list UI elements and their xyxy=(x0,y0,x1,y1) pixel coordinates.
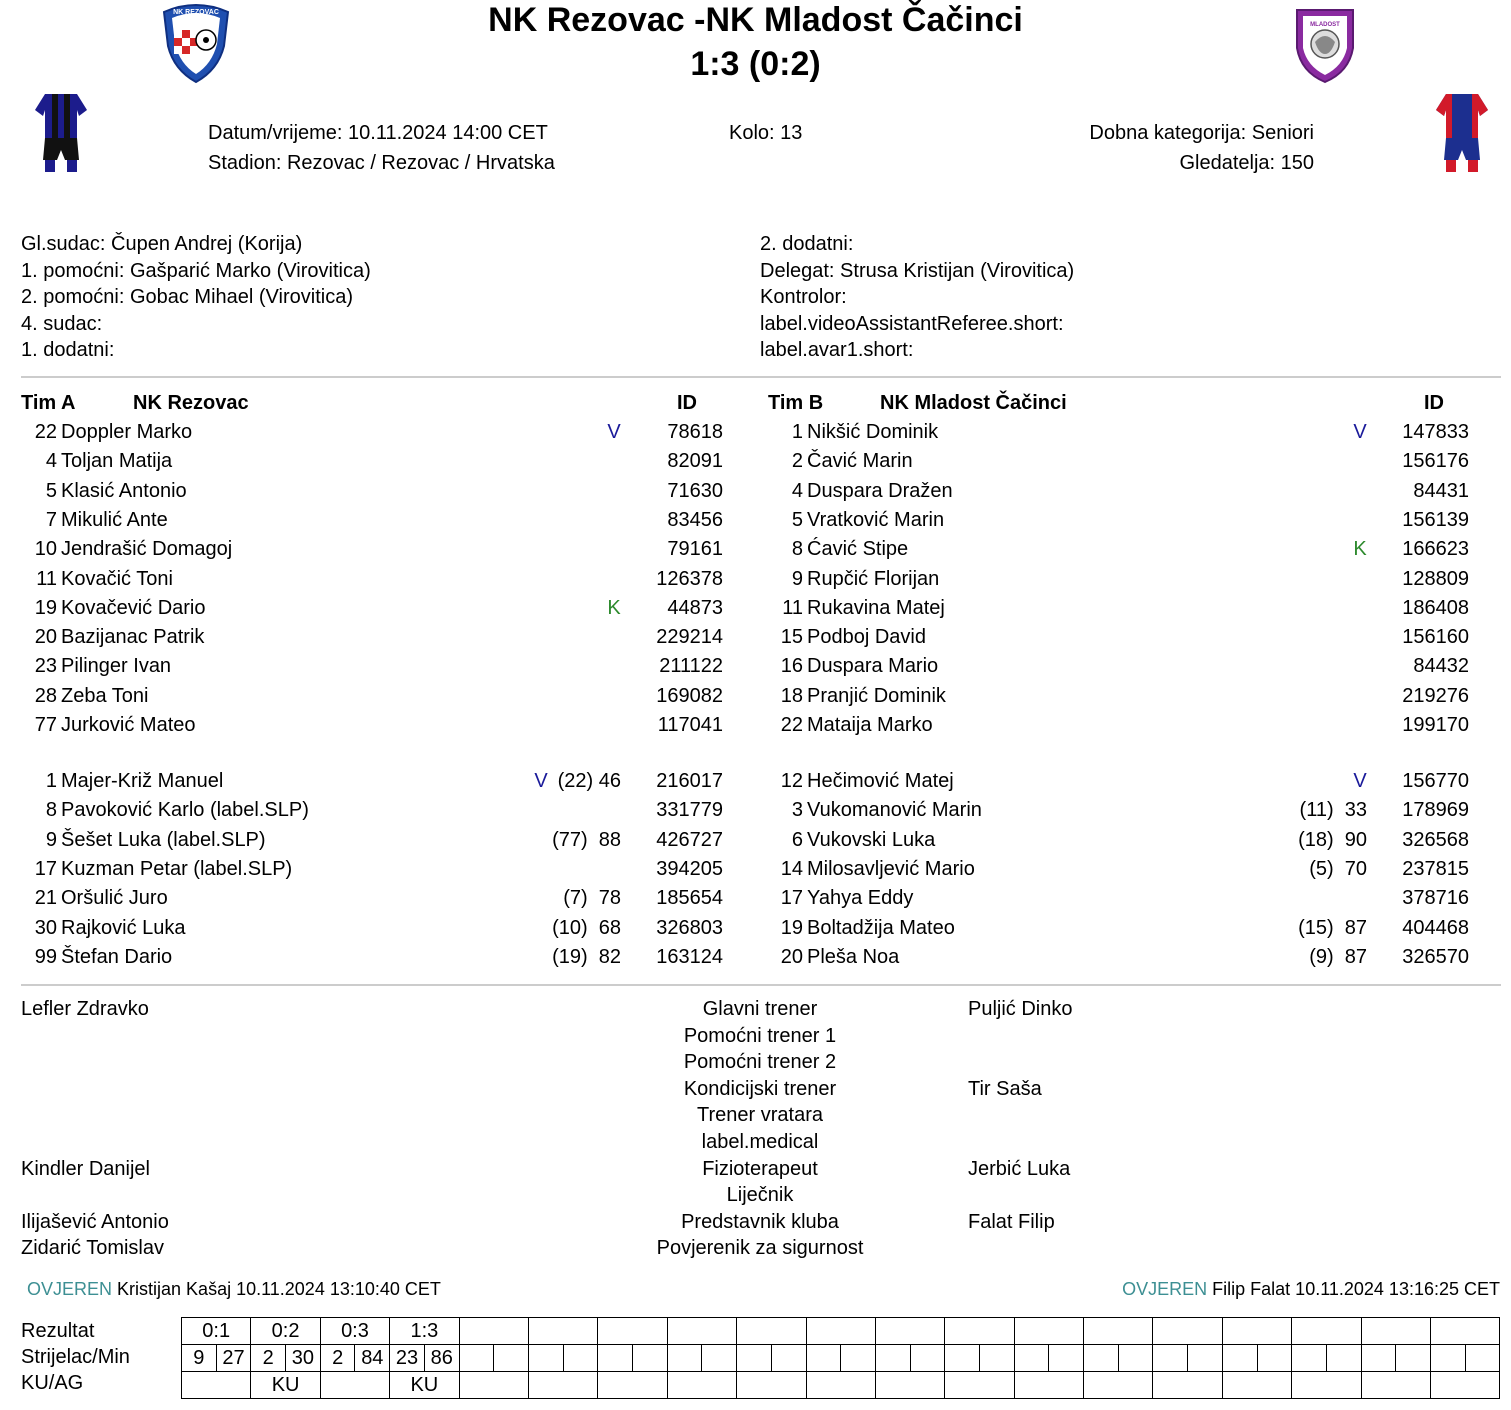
verified-status: OVJEREN xyxy=(1122,1279,1208,1299)
player-id: 117041 xyxy=(657,714,723,736)
player-name: Klasić Antonio xyxy=(61,479,187,502)
player-id: 394205 xyxy=(656,857,723,880)
player-name: Vratković Marin xyxy=(807,508,945,531)
official-controller: Kontrolor: xyxy=(760,286,847,308)
substitute-row xyxy=(21,946,741,975)
player-row xyxy=(21,480,741,509)
player-number: 4 xyxy=(791,479,803,502)
staff-away-name: Puljić Dinko xyxy=(968,998,1073,1020)
player-row xyxy=(21,538,741,567)
player-name: Zeba Toni xyxy=(61,684,149,707)
player-name: Mikulić Ante xyxy=(61,508,168,531)
officials-left xyxy=(21,231,371,364)
player-name: Yahya Eddy xyxy=(807,887,914,910)
staff-role: label.medical xyxy=(701,1131,819,1153)
player-id: 128809 xyxy=(1402,567,1469,590)
scoring-grid xyxy=(181,1317,1500,1399)
player-name: Duspara Mario xyxy=(807,655,939,678)
player-number: 4 xyxy=(45,450,57,473)
player-number: 19 xyxy=(780,916,803,939)
goal-score-cell xyxy=(1361,1318,1430,1345)
player-number: 23 xyxy=(34,655,57,678)
player-id: 79161 xyxy=(667,538,723,561)
substitution-info: (5) 70 xyxy=(1309,857,1367,880)
goal-score-cell xyxy=(667,1318,736,1345)
player-number: 7 xyxy=(45,508,57,531)
verified-detail: Kristijan Kašaj 10.11.2024 13:10:40 CET xyxy=(112,1279,441,1299)
player-role-mark: V xyxy=(1353,421,1367,443)
goal-minute-cell: 86 xyxy=(424,1345,459,1372)
player-number: 6 xyxy=(791,828,803,851)
player-name: Pleša Noa xyxy=(807,945,900,968)
staff-away-name: Jerbić Luka xyxy=(968,1157,1071,1180)
goal-type-cell xyxy=(1431,1372,1500,1399)
substitute-row xyxy=(21,917,741,946)
goal-scorer-cell xyxy=(737,1345,772,1372)
goal-score-cell xyxy=(1014,1318,1083,1345)
player-id: 156770 xyxy=(1402,770,1469,792)
staff-home-name: Kindler Danijel xyxy=(21,1157,150,1180)
player-number: 19 xyxy=(34,596,57,619)
player-row xyxy=(767,714,1487,743)
goal-type-cell xyxy=(945,1372,1014,1399)
player-id: 71630 xyxy=(667,479,723,502)
player-name: Mataija Marko xyxy=(807,714,933,736)
player-number: 99 xyxy=(34,945,57,968)
officials-right xyxy=(760,231,1074,364)
official-additional-2: 2. dodatni: xyxy=(760,233,854,255)
player-id: 126378 xyxy=(656,567,723,590)
player-row xyxy=(767,421,1487,450)
goal-minute-cell xyxy=(494,1345,529,1372)
player-name: Jendrašić Domagoj xyxy=(61,538,233,561)
player-number: 15 xyxy=(780,626,803,649)
match-stadium: Stadion: Rezovac / Rezovac / Hrvatska xyxy=(208,152,555,174)
player-number: 28 xyxy=(34,684,57,707)
substitute-row xyxy=(767,858,1487,887)
player-row xyxy=(767,568,1487,597)
substitution-info: (10) 68 xyxy=(552,916,621,939)
goal-score-cell xyxy=(1431,1318,1500,1345)
official-delegate: Delegat: Strusa Kristijan (Virovitica) xyxy=(760,259,1075,282)
player-id: 404468 xyxy=(1402,916,1469,939)
player-number: 77 xyxy=(34,714,57,736)
player-id: 186408 xyxy=(1402,596,1469,619)
goal-scorer-cell xyxy=(945,1345,980,1372)
substitution-info: (18) 90 xyxy=(1298,828,1367,851)
goal-scorer-cell xyxy=(1084,1345,1119,1372)
substitute-row xyxy=(21,829,741,858)
goal-scorer-cell xyxy=(1014,1345,1049,1372)
player-role-mark: K xyxy=(1353,538,1367,561)
home-kit-icon xyxy=(35,94,87,180)
verified-status: OVJEREN xyxy=(27,1279,113,1299)
player-number: 5 xyxy=(45,479,57,502)
official-assistant-1: 1. pomoćni: Gašparić Marko (Virovitica) xyxy=(21,259,371,282)
substitute-row xyxy=(767,799,1487,828)
player-name: Rajković Luka xyxy=(61,916,186,939)
player-name: Pranjić Dominik xyxy=(807,684,946,707)
goal-score-cell xyxy=(1222,1318,1291,1345)
player-number: 22 xyxy=(34,421,57,443)
goal-score-cell xyxy=(598,1318,667,1345)
substitute-row xyxy=(767,917,1487,946)
goal-type-cell: KU xyxy=(251,1372,320,1399)
goal-score-cell xyxy=(1292,1318,1361,1345)
age-category: Dobna kategorija: Seniori xyxy=(1089,122,1314,144)
substitution-info: (15) 87 xyxy=(1298,916,1367,939)
player-name: Jurković Mateo xyxy=(61,714,196,736)
svg-text:NK REZOVAC: NK REZOVAC xyxy=(173,9,219,16)
goal-minute-cell xyxy=(1257,1345,1292,1372)
player-number: 11 xyxy=(782,596,803,619)
player-name: Milosavljević Mario xyxy=(807,857,975,880)
scoring-label-result: Rezultat xyxy=(21,1320,95,1342)
staff-role: Liječnik xyxy=(726,1184,794,1207)
goal-scorer-cell: 2 xyxy=(320,1345,355,1372)
goal-minute-cell: 30 xyxy=(286,1345,321,1372)
divider xyxy=(21,376,1501,378)
player-id: 237815 xyxy=(1402,857,1469,880)
player-row xyxy=(767,538,1487,567)
player-number: 3 xyxy=(791,799,803,822)
player-number: 18 xyxy=(780,684,803,707)
goal-scorer-cell xyxy=(1153,1345,1188,1372)
goal-score-cell: 0:2 xyxy=(251,1318,320,1345)
staff-home-name: Zidarić Tomislav xyxy=(21,1237,164,1260)
goal-minute-cell xyxy=(1188,1345,1223,1372)
goal-scorer-cell xyxy=(1431,1345,1466,1372)
staff-home-name: Ilijašević Antonio xyxy=(21,1210,169,1233)
player-number: 11 xyxy=(36,567,57,590)
player-name: Majer-Križ Manuel xyxy=(61,770,224,792)
goal-scorer-cell: 23 xyxy=(390,1345,425,1372)
player-id: 229214 xyxy=(656,626,723,649)
official-assistant-2: 2. pomoćni: Gobac Mihael (Virovitica) xyxy=(21,286,353,308)
goal-type-cell xyxy=(1222,1372,1291,1399)
staff-home-name: Lefler Zdravko xyxy=(21,998,149,1020)
player-row xyxy=(21,626,741,655)
player-name: Čavić Marin xyxy=(807,450,913,473)
away-team-title: NK Mladost Čačinci xyxy=(705,1,1023,39)
player-name: Kovačić Toni xyxy=(61,567,173,590)
player-id: 44873 xyxy=(667,596,723,619)
team-a-label: Tim A xyxy=(21,392,76,414)
match-score: 1:3 (0:2) xyxy=(690,45,821,83)
staff-away-name: Tir Saša xyxy=(968,1077,1042,1100)
player-name: Boltadžija Mateo xyxy=(807,916,955,939)
team-b-name: NK Mladost Čačinci xyxy=(880,392,1067,414)
player-id: 166623 xyxy=(1402,538,1469,561)
player-name: Doppler Marko xyxy=(61,421,193,443)
staff-role: Predstavnik kluba xyxy=(681,1210,839,1233)
player-name: Pavoković Karlo (label.SLP) xyxy=(61,799,309,822)
player-id: 78618 xyxy=(667,421,723,443)
goal-minute-cell xyxy=(771,1345,806,1372)
player-row xyxy=(21,450,741,479)
substitution-info: (22) 46 xyxy=(557,770,621,792)
goal-score-cell: 1:3 xyxy=(390,1318,459,1345)
goal-type-cell xyxy=(667,1372,736,1399)
goal-type-cell xyxy=(598,1372,667,1399)
player-row xyxy=(21,597,741,626)
player-number: 17 xyxy=(34,857,57,880)
player-number: 1 xyxy=(791,421,803,443)
official-avar: label.avar1.short: xyxy=(760,339,914,361)
player-name: Ćavić Stipe xyxy=(807,538,909,561)
verification-away xyxy=(1122,1279,1500,1300)
player-id: 326570 xyxy=(1402,945,1469,968)
goal-type-cell xyxy=(320,1372,389,1399)
substitute-row xyxy=(21,858,741,887)
player-id: 84432 xyxy=(1413,655,1469,678)
player-name: Duspara Dražen xyxy=(807,479,953,502)
staff-role: Glavni trener xyxy=(702,998,818,1020)
goal-score-cell xyxy=(1153,1318,1222,1345)
svg-text:MLADOST: MLADOST xyxy=(1310,22,1340,28)
goal-type-cell xyxy=(459,1372,528,1399)
goal-score-cell xyxy=(806,1318,875,1345)
goal-scorer-cell xyxy=(459,1345,494,1372)
goal-score-cell xyxy=(875,1318,944,1345)
player-row xyxy=(767,626,1487,655)
divider xyxy=(21,984,1501,986)
goal-scorer-cell xyxy=(1222,1345,1257,1372)
match-datetime: Datum/vrijeme: 10.11.2024 14:00 CET xyxy=(208,122,548,144)
player-id: 219276 xyxy=(1402,684,1469,707)
staff-role: Kondicijski trener xyxy=(683,1077,837,1100)
player-row xyxy=(21,714,741,743)
player-name: Hečimović Matej xyxy=(807,770,954,792)
substitute-row xyxy=(21,887,741,916)
goal-type-cell xyxy=(182,1372,251,1399)
goal-type-cell xyxy=(1292,1372,1361,1399)
goal-scorer-cell xyxy=(806,1345,841,1372)
player-number: 22 xyxy=(780,714,803,736)
player-id: 163124 xyxy=(656,945,723,968)
goal-scorer-cell xyxy=(667,1345,702,1372)
player-name: Šešet Luka (label.SLP) xyxy=(61,828,266,851)
player-name: Vukomanović Marin xyxy=(807,799,982,822)
player-id: 185654 xyxy=(656,887,723,910)
player-id: 82091 xyxy=(667,450,723,473)
goal-minute-cell xyxy=(841,1345,876,1372)
substitution-info: (19) 82 xyxy=(552,945,621,968)
player-id: 216017 xyxy=(656,770,723,792)
goal-scorer-cell xyxy=(528,1345,563,1372)
goal-score-cell: 0:1 xyxy=(182,1318,251,1345)
player-name: Vukovski Luka xyxy=(807,828,936,851)
match-title xyxy=(0,1,1511,40)
player-number: 10 xyxy=(34,538,57,561)
goal-minute-cell xyxy=(1049,1345,1084,1372)
substitution-info: (77) 88 xyxy=(552,828,621,851)
goal-score-cell xyxy=(528,1318,597,1345)
player-number: 17 xyxy=(780,887,803,910)
goal-scorer-cell: 2 xyxy=(251,1345,286,1372)
player-role-mark: K xyxy=(607,596,621,619)
player-id: 83456 xyxy=(667,508,723,531)
player-number: 21 xyxy=(34,887,57,910)
player-role-mark: V xyxy=(1353,770,1367,792)
goal-type-cell xyxy=(528,1372,597,1399)
goal-type-cell xyxy=(1361,1372,1430,1399)
team-b-id-header: ID xyxy=(1424,392,1444,414)
player-id: 178969 xyxy=(1402,799,1469,822)
player-number: 8 xyxy=(791,538,803,561)
staff-role: Pomoćni trener 1 xyxy=(683,1024,837,1047)
player-id: 156160 xyxy=(1402,626,1469,649)
goal-minute-cell xyxy=(910,1345,945,1372)
player-name: Bazijanac Patrik xyxy=(61,626,205,649)
substitute-row xyxy=(767,829,1487,858)
player-id: 84431 xyxy=(1413,479,1469,502)
team-a-name: NK Rezovac xyxy=(133,392,249,414)
goal-minute-cell: 27 xyxy=(216,1345,251,1372)
player-id: 147833 xyxy=(1402,421,1469,443)
goal-minute-cell xyxy=(633,1345,668,1372)
player-id: 199170 xyxy=(1402,714,1469,736)
player-row xyxy=(767,509,1487,538)
scoring-label-type: KU/AG xyxy=(21,1372,84,1394)
substitution-info: (9) 87 xyxy=(1309,945,1367,968)
official-fourth: 4. sudac: xyxy=(21,312,103,335)
team-a-id-header: ID xyxy=(677,392,697,414)
staff-role: Pomoćni trener 2 xyxy=(683,1051,837,1074)
player-name: Podboj David xyxy=(807,626,926,649)
player-id: 331779 xyxy=(656,799,723,822)
match-round: Kolo: 13 xyxy=(729,122,803,144)
away-kit-icon xyxy=(1436,94,1488,180)
player-role-mark: V xyxy=(607,421,621,443)
player-id: 169082 xyxy=(656,684,723,707)
player-id: 426727 xyxy=(656,828,723,851)
player-name: Nikšić Dominik xyxy=(807,421,939,443)
player-id: 326568 xyxy=(1402,828,1469,851)
goal-minute-cell xyxy=(563,1345,598,1372)
player-number: 9 xyxy=(45,828,57,851)
goal-type-cell: KU xyxy=(390,1372,459,1399)
player-id: 326803 xyxy=(656,916,723,939)
player-name: Kuzman Petar (label.SLP) xyxy=(61,857,293,880)
player-number: 30 xyxy=(34,916,57,939)
player-number: 20 xyxy=(34,626,57,649)
player-name: Oršulić Juro xyxy=(61,887,168,910)
spectators: Gledatelja: 150 xyxy=(1179,152,1314,174)
goal-minute-cell xyxy=(979,1345,1014,1372)
staff-role: Trener vratara xyxy=(697,1104,823,1127)
player-id: 211122 xyxy=(659,655,723,678)
player-row xyxy=(21,568,741,597)
goal-type-cell xyxy=(1153,1372,1222,1399)
goal-minute-cell xyxy=(1326,1345,1361,1372)
player-name: Pilinger Ivan xyxy=(61,655,172,678)
player-id: 156139 xyxy=(1402,508,1469,531)
away-logo xyxy=(1291,4,1359,90)
player-name: Rukavina Matej xyxy=(807,596,945,619)
substitution-info: (7) 78 xyxy=(563,887,621,910)
goal-type-cell xyxy=(1014,1372,1083,1399)
player-row xyxy=(767,450,1487,479)
goal-scorer-cell xyxy=(1292,1345,1327,1372)
player-row xyxy=(21,509,741,538)
goal-scorer-cell xyxy=(1361,1345,1396,1372)
official-var: label.videoAssistantReferee.short: xyxy=(760,312,1064,335)
goal-minute-cell xyxy=(702,1345,737,1372)
goal-score-cell: 0:3 xyxy=(320,1318,389,1345)
substitute-row xyxy=(21,799,741,828)
team-b-label: Tim B xyxy=(768,392,824,414)
goal-score-cell xyxy=(945,1318,1014,1345)
substitute-row xyxy=(21,770,741,799)
goal-scorer-cell: 9 xyxy=(182,1345,217,1372)
player-number: 16 xyxy=(780,655,803,678)
goal-minute-cell xyxy=(1118,1345,1153,1372)
official-additional-1: 1. dodatni: xyxy=(21,339,115,361)
player-role-mark: V xyxy=(534,770,548,792)
player-row xyxy=(767,685,1487,714)
goal-minute-cell xyxy=(1396,1345,1431,1372)
verified-detail: Filip Falat 10.11.2024 13:16:25 CET xyxy=(1207,1279,1500,1299)
player-name: Rupčić Florijan xyxy=(807,567,940,590)
goal-minute-cell xyxy=(1465,1345,1500,1372)
player-number: 2 xyxy=(791,450,803,473)
staff-role: Fizioterapeut xyxy=(702,1157,818,1180)
home-team-title: NK Rezovac - xyxy=(488,1,706,39)
goal-score-cell xyxy=(1084,1318,1153,1345)
goal-type-cell xyxy=(737,1372,806,1399)
verification-home xyxy=(27,1279,441,1300)
goal-type-cell xyxy=(875,1372,944,1399)
goal-scorer-cell xyxy=(598,1345,633,1372)
official-referee: Gl.sudac: Čupen Andrej (Korija) xyxy=(21,233,303,255)
substitute-row xyxy=(767,946,1487,975)
player-row xyxy=(21,655,741,684)
player-id: 156176 xyxy=(1402,450,1469,473)
player-row xyxy=(21,685,741,714)
player-row xyxy=(767,597,1487,626)
goal-score-cell xyxy=(459,1318,528,1345)
substitution-info: (11) 33 xyxy=(1299,799,1367,822)
player-number: 14 xyxy=(780,857,803,880)
player-row xyxy=(21,421,741,450)
player-number: 9 xyxy=(791,567,803,590)
player-name: Štefan Dario xyxy=(61,945,173,968)
goal-scorer-cell xyxy=(875,1345,910,1372)
player-number: 12 xyxy=(780,770,803,792)
goal-type-cell xyxy=(1084,1372,1153,1399)
player-name: Kovačević Dario xyxy=(61,596,206,619)
staff-role: Povjerenik za sigurnost xyxy=(656,1237,864,1260)
staff-away-name: Falat Filip xyxy=(968,1210,1055,1233)
goal-minute-cell: 84 xyxy=(355,1345,390,1372)
goal-type-cell xyxy=(806,1372,875,1399)
goal-score-cell xyxy=(737,1318,806,1345)
player-number: 5 xyxy=(791,508,803,531)
player-row xyxy=(767,655,1487,684)
player-row xyxy=(767,480,1487,509)
player-number: 1 xyxy=(45,770,57,792)
player-id: 378716 xyxy=(1402,887,1469,910)
substitute-row xyxy=(767,770,1487,799)
substitute-row xyxy=(767,887,1487,916)
player-number: 8 xyxy=(45,799,57,822)
scoring-label-scorer: Strijelac/Min xyxy=(21,1346,130,1368)
player-number: 20 xyxy=(780,945,803,968)
player-name: Toljan Matija xyxy=(61,450,173,473)
